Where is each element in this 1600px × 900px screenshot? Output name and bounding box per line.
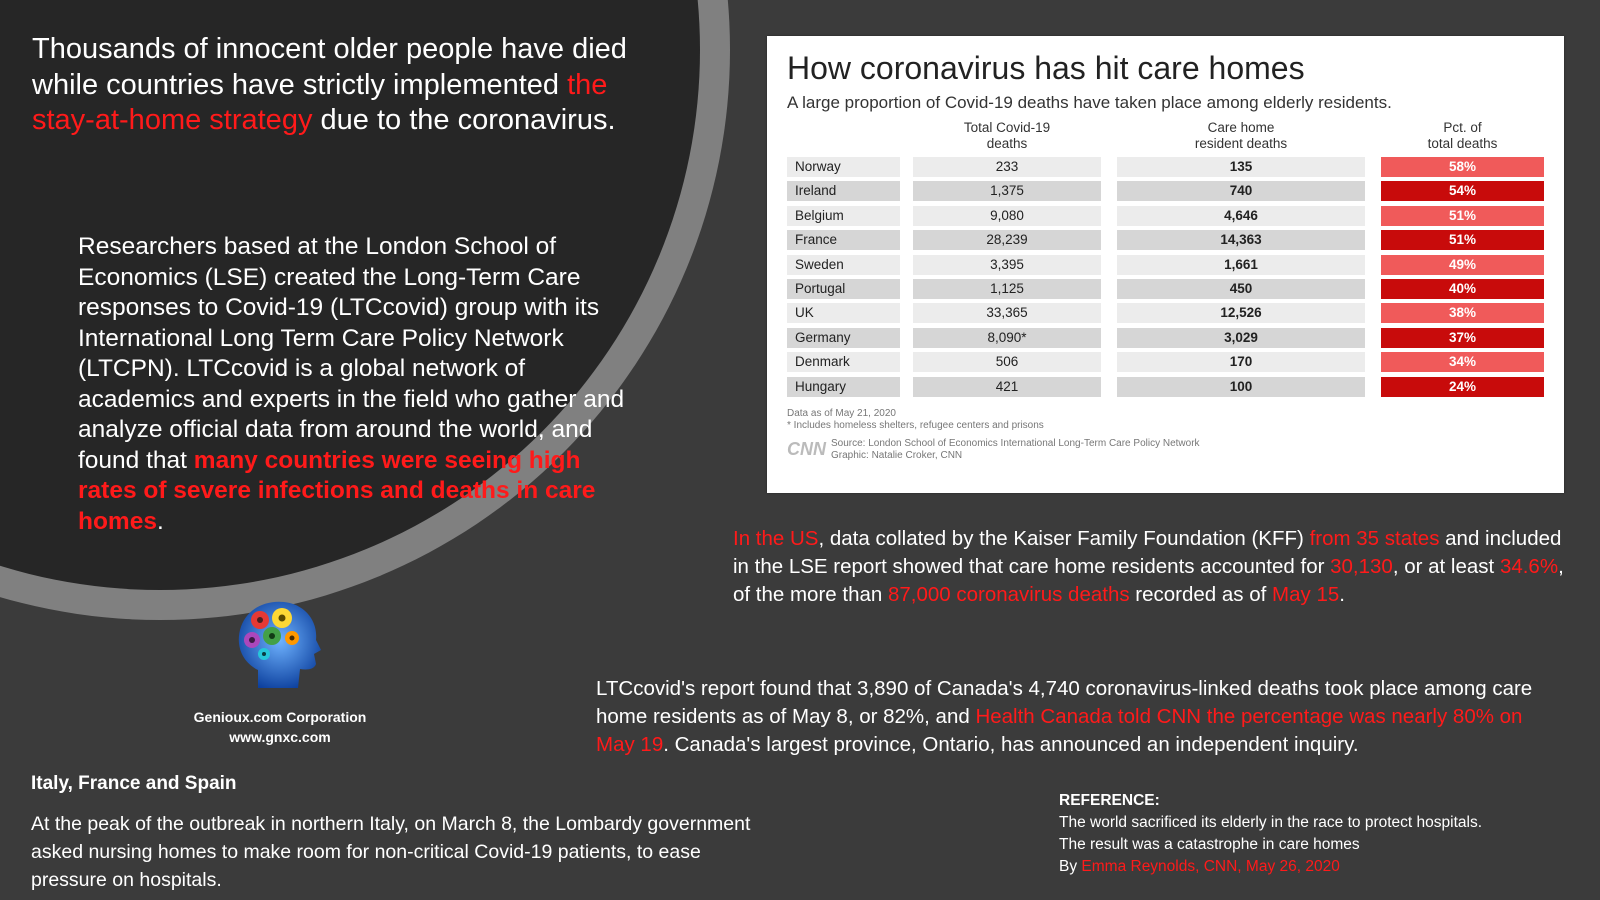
table-cell-country: Germany [787,328,900,348]
table-row [787,303,1547,323]
reference-byline: By Emma Reynolds, CNN, May 26, 2020 [1059,858,1340,875]
table-row [787,377,1547,397]
table-cell-pct: 37% [1381,328,1544,348]
table-cell-total: 3,395 [913,255,1101,275]
chart-source [831,438,1200,462]
table-cell-total: 1,375 [913,181,1101,201]
table-cell-care: 14,363 [1117,230,1365,250]
table-cell-country: Hungary [787,377,900,397]
headline: Thousands of innocent older people have died while countries have strictly implemented the stay-at-home strategy due to the coronavirus. [32,33,627,136]
table-cell-pct: 58% [1381,157,1544,177]
col-header-pct: Pct. of total deaths [1427,120,1498,151]
us-paragraph: In the US, data collated by the Kaiser Family Foundation (KFF) from 35 states and included in the LSE report showed that care home residents accounted for 30,130, or at least 34.6%, of the more than 87,000 coronavirus deaths recorded as of May 15. [733,527,1564,606]
reference-line-2: The result was a catastrophe in care homes [1059,836,1360,853]
table-cell-care: 135 [1117,157,1365,177]
table-cell-country: Denmark [787,352,900,372]
table-cell-total: 421 [913,377,1101,397]
chart-graphic-line: Graphic: Natalie Croker, CNN [831,450,963,461]
chart-subtitle: A large proportion of Covid-19 deaths have taken place among elderly residents. [787,93,1392,112]
table-cell-total: 506 [913,352,1101,372]
table-cell-pct: 40% [1381,279,1544,299]
chart-title: How coronavirus has hit care homes [787,50,1305,86]
table-cell-care: 450 [1117,279,1365,299]
table-cell-pct: 24% [1381,377,1544,397]
chart-note [787,408,1044,432]
care-homes-table-image [767,36,1564,493]
company-name: Genioux.com Corporation [193,709,367,725]
reference-title: REFERENCE: [1059,792,1160,809]
cnn-logo: CNN [787,439,826,459]
company-url: www.gnxc.com [229,729,331,745]
table-cell-care: 12,526 [1117,303,1365,323]
table-row [787,255,1547,275]
table-cell-country: Ireland [787,181,900,201]
table-cell-total: 1,125 [913,279,1101,299]
table-cell-pct: 54% [1381,181,1544,201]
table-cell-pct: 51% [1381,206,1544,226]
chart-source-line: Source: London School of Economics International Long-Term Care Policy Network [831,438,1200,449]
table-cell-care: 1,661 [1117,255,1365,275]
canada-paragraph: LTCcovid's report found that 3,890 of Canada's 4,740 coronavirus-linked deaths took place among care home residents as of May 8, or 82%, and Health Canada told CNN the percentage was nearly 80% on May 19. Canada's largest province, Ontario, has announced an independent inquiry. [596,677,1533,756]
table-cell-total: 8,090* [913,328,1101,348]
table-cell-total: 233 [913,157,1101,177]
reference-block [1059,790,1579,878]
brain-gears-icon [228,598,324,690]
table-cell-care: 3,029 [1117,328,1365,348]
table-row [787,279,1547,299]
chart-note-date: Data as of May 21, 2020 [787,408,896,419]
table-row [787,157,1547,177]
lse-paragraph: Researchers based at the London School of Economics (LSE) created the Long-Term Care responses to Covid-19 (LTCcovid) group with its International Long Term Care Policy Network (LTCPN). LTCcovid is a global network of academics and experts in the field who gather and analyze official data from around the world, and found that many countries were seeing high rates of severe infections and deaths in care homes. [78,233,625,535]
table-cell-care: 4,646 [1117,206,1365,226]
reference-line-1: The world sacrificed its elderly in the race to protect hospitals. [1059,814,1482,831]
reference-author: Emma Reynolds, CNN, May 26, 2020 [1081,858,1340,875]
table-cell-country: Belgium [787,206,900,226]
table-cell-country: France [787,230,900,250]
table-cell-country: Norway [787,157,900,177]
table-cell-pct: 49% [1381,255,1544,275]
table-cell-pct: 38% [1381,303,1544,323]
table-row [787,206,1547,226]
table-row [787,181,1547,201]
chart-note-footnote: * Includes homeless shelters, refugee centers and prisons [787,420,1044,431]
company-block [160,707,400,747]
table-cell-pct: 51% [1381,230,1544,250]
table-cell-country: UK [787,303,900,323]
table-row [787,352,1547,372]
table-cell-care: 100 [1117,377,1365,397]
table-cell-total: 33,365 [913,303,1101,323]
table-cell-country: Portugal [787,279,900,299]
table-cell-total: 28,239 [913,230,1101,250]
table-cell-care: 740 [1117,181,1365,201]
col-header-care: Care home resident deaths [1194,120,1288,151]
table-cell-care: 170 [1117,352,1365,372]
headline-highlight: the stay-at-home strategy [32,68,608,136]
table-cell-pct: 34% [1381,352,1544,372]
table-row [787,328,1547,348]
table-cell-country: Sweden [787,255,900,275]
italy-paragraph: At the peak of the outbreak in northern Italy, on March 8, the Lombardy government asked nursing homes to make room for non-critical Covid-19 patients, to ease pressure on hospitals. [31,813,751,891]
table-cell-total: 9,080 [913,206,1101,226]
table-row [787,230,1547,250]
col-header-total: Total Covid-19 deaths [963,120,1051,151]
lse-highlight: many countries were seeing high rates of severe infections and deaths in care homes [78,446,596,535]
italy-title: Italy, France and Spain [31,773,237,794]
